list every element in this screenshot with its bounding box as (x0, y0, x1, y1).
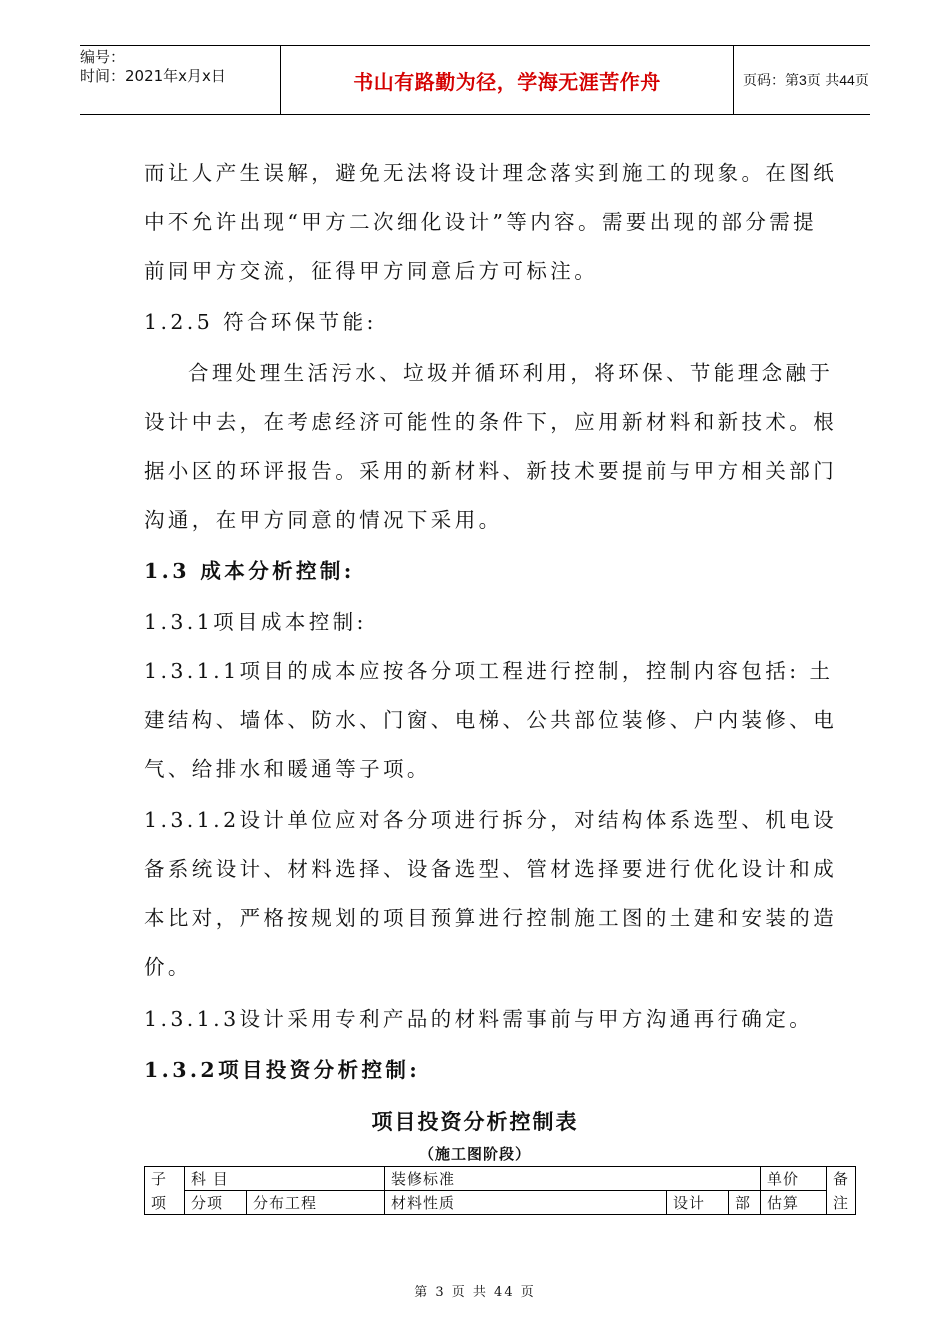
paragraph-line: 而让人产生误解，避免无法将设计理念落实到施工的现象。在图纸 (144, 161, 838, 185)
table-row (145, 1191, 856, 1215)
section-heading: 1.3.1项目成本控制: (144, 610, 367, 634)
table-cell: 分布工程 (247, 1191, 385, 1215)
paragraph-line: 沟通，在甲方同意的情况下采用。 (144, 508, 503, 532)
paragraph-line: 1.3.1.1项目的成本应按各分项工程进行控制，控制内容包括: 土 (144, 659, 834, 683)
table-cell: 科 目 (185, 1167, 385, 1191)
page-total: 44 (839, 72, 855, 88)
paragraph-line: 建结构、墙体、防水、门窗、电梯、公共部位装修、户内装修、电 (144, 708, 838, 732)
section-heading: 1.2.5 符合环保节能: (144, 310, 377, 334)
table-cell: 装修标准 (385, 1167, 761, 1191)
table-cell: 设计 (667, 1191, 729, 1215)
page-mid: 页 共 (806, 73, 840, 89)
table-cell: 估算 (761, 1191, 827, 1215)
doc-code-label: 编号： (80, 48, 126, 66)
investment-table (144, 1166, 856, 1215)
paragraph-line: 中不允许出现“甲方二次细化设计”等内容。需要出现的部分需提 (144, 210, 818, 234)
table-cell: 材料性质 (385, 1191, 667, 1215)
paragraph-line: 本比对，严格按规划的项目预算进行控制施工图的土建和安装的造 (144, 906, 838, 930)
page-header (80, 45, 870, 115)
header-meta (80, 46, 280, 116)
page-end: 页 (854, 73, 869, 89)
page-footer: 第 3 页 共 44 页 (414, 1285, 536, 1300)
paragraph-line: 据小区的环评报告。采用的新材料、新技术要提前与甲方相关部门 (144, 459, 838, 483)
paragraph-line: 价。 (144, 955, 192, 979)
paragraph-line: 1.3.1.3设计采用专利产品的材料需事前与甲方沟通再行确定。 (144, 1007, 814, 1031)
table-cell: 注 (827, 1191, 856, 1215)
header-motto: 书山有路勤为径，学海无涯苦作舟 (280, 46, 734, 114)
table-cell: 项 (145, 1191, 185, 1215)
table-cell: 子 (145, 1167, 185, 1191)
table-cell: 单价 (761, 1167, 827, 1191)
table-cell: 部 (729, 1191, 761, 1215)
table-title: 项目投资分析控制表 (371, 1109, 579, 1134)
table-cell: 分项 (185, 1191, 247, 1215)
page-label: 页码：第 (743, 73, 799, 89)
paragraph-line: 前同甲方交流，征得甲方同意后方可标注。 (144, 259, 599, 283)
header-page-number (733, 46, 870, 114)
paragraph-line: 气、给排水和暖通等子项。 (144, 757, 431, 781)
table-row (145, 1167, 856, 1191)
paragraph-line: 合理处理生活污水、垃圾并循环利用，将环保、节能理念融于 (188, 361, 834, 385)
page-current: 3 (799, 72, 807, 88)
paragraph-line: 设计中去，在考虑经济可能性的条件下，应用新材料和新技术。根 (144, 410, 838, 434)
paragraph-line: 备系统设计、材料选择、设备选型、管材选择要进行优化设计和成 (144, 857, 838, 881)
table-subtitle: （施工图阶段） (418, 1145, 531, 1163)
doc-time-label: 时间：2021年x月x日 (80, 67, 226, 85)
section-heading: 1.3 成本分析控制: (144, 559, 355, 583)
section-heading: 1.3.2项目投资分析控制: (144, 1058, 421, 1082)
paragraph-line: 1.3.1.2设计单位应对各分项进行拆分，对结构体系选型、机电设 (144, 808, 838, 832)
table-cell: 备 (827, 1167, 856, 1191)
